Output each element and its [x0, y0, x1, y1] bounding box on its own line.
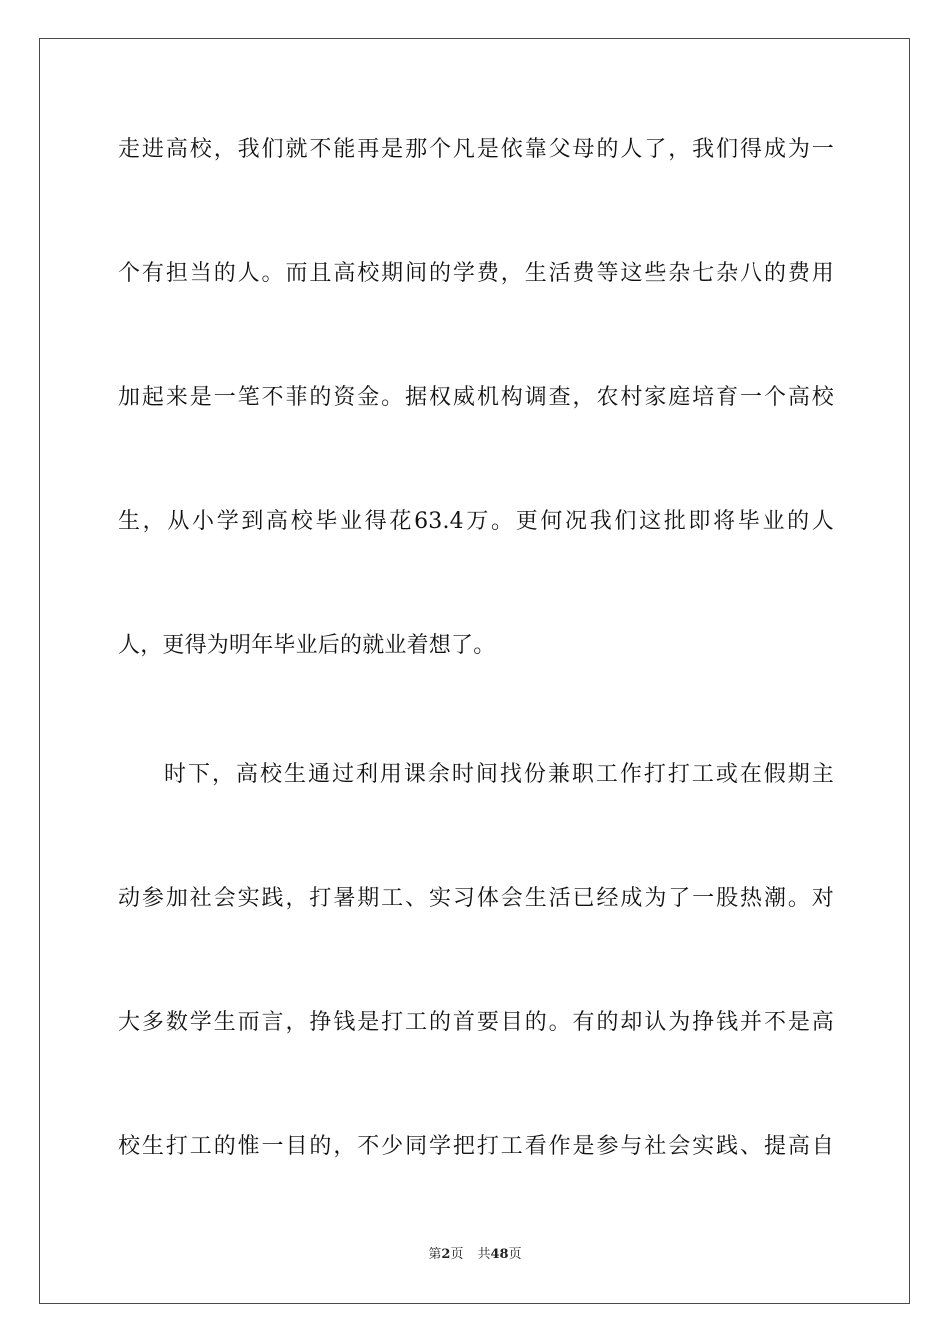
footer-total-prefix: 共 — [477, 1247, 491, 1262]
page-footer — [0, 1246, 950, 1264]
paragraph-first-line: 时下，高校生通过利用课余时间找份兼职工作打打工或在假期主 — [164, 762, 834, 787]
footer-total-suffix: 页 — [508, 1247, 522, 1262]
footer-page-prefix: 第 — [428, 1247, 442, 1262]
body-text-line: 校生打工的惟一目的，不少同学把打工看作是参与社会实践、提高自 — [118, 1134, 834, 1159]
page-border — [39, 38, 910, 1304]
body-text-line: 大多数学生而言，挣钱是打工的首要目的。有的却认为挣钱并不是高 — [118, 1010, 834, 1035]
body-text-line: 动参加社会实践，打暑期工、实习体会生活已经成为了一股热潮。对 — [118, 886, 834, 911]
body-text-line: 人，更得为明年毕业后的就业着想了。 — [118, 633, 496, 658]
body-text-line: 加起来是一笔不菲的资金。据权威机构调查，农村家庭培育一个高校 — [118, 385, 834, 410]
footer-total-number: 48 — [490, 1247, 509, 1262]
body-text-line: 个有担当的人。而且高校期间的学费，生活费等这些杂七杂八的费用 — [118, 261, 834, 286]
body-text-line: 生，从小学到高校毕业得花63.4万。更何况我们这批即将毕业的人 — [118, 509, 834, 534]
body-text-line: 走进高校，我们就不能再是那个凡是依靠父母的人了，我们得成为一 — [118, 137, 834, 162]
footer-page-number: 2 — [441, 1247, 451, 1262]
footer-page-suffix: 页 — [450, 1247, 464, 1262]
